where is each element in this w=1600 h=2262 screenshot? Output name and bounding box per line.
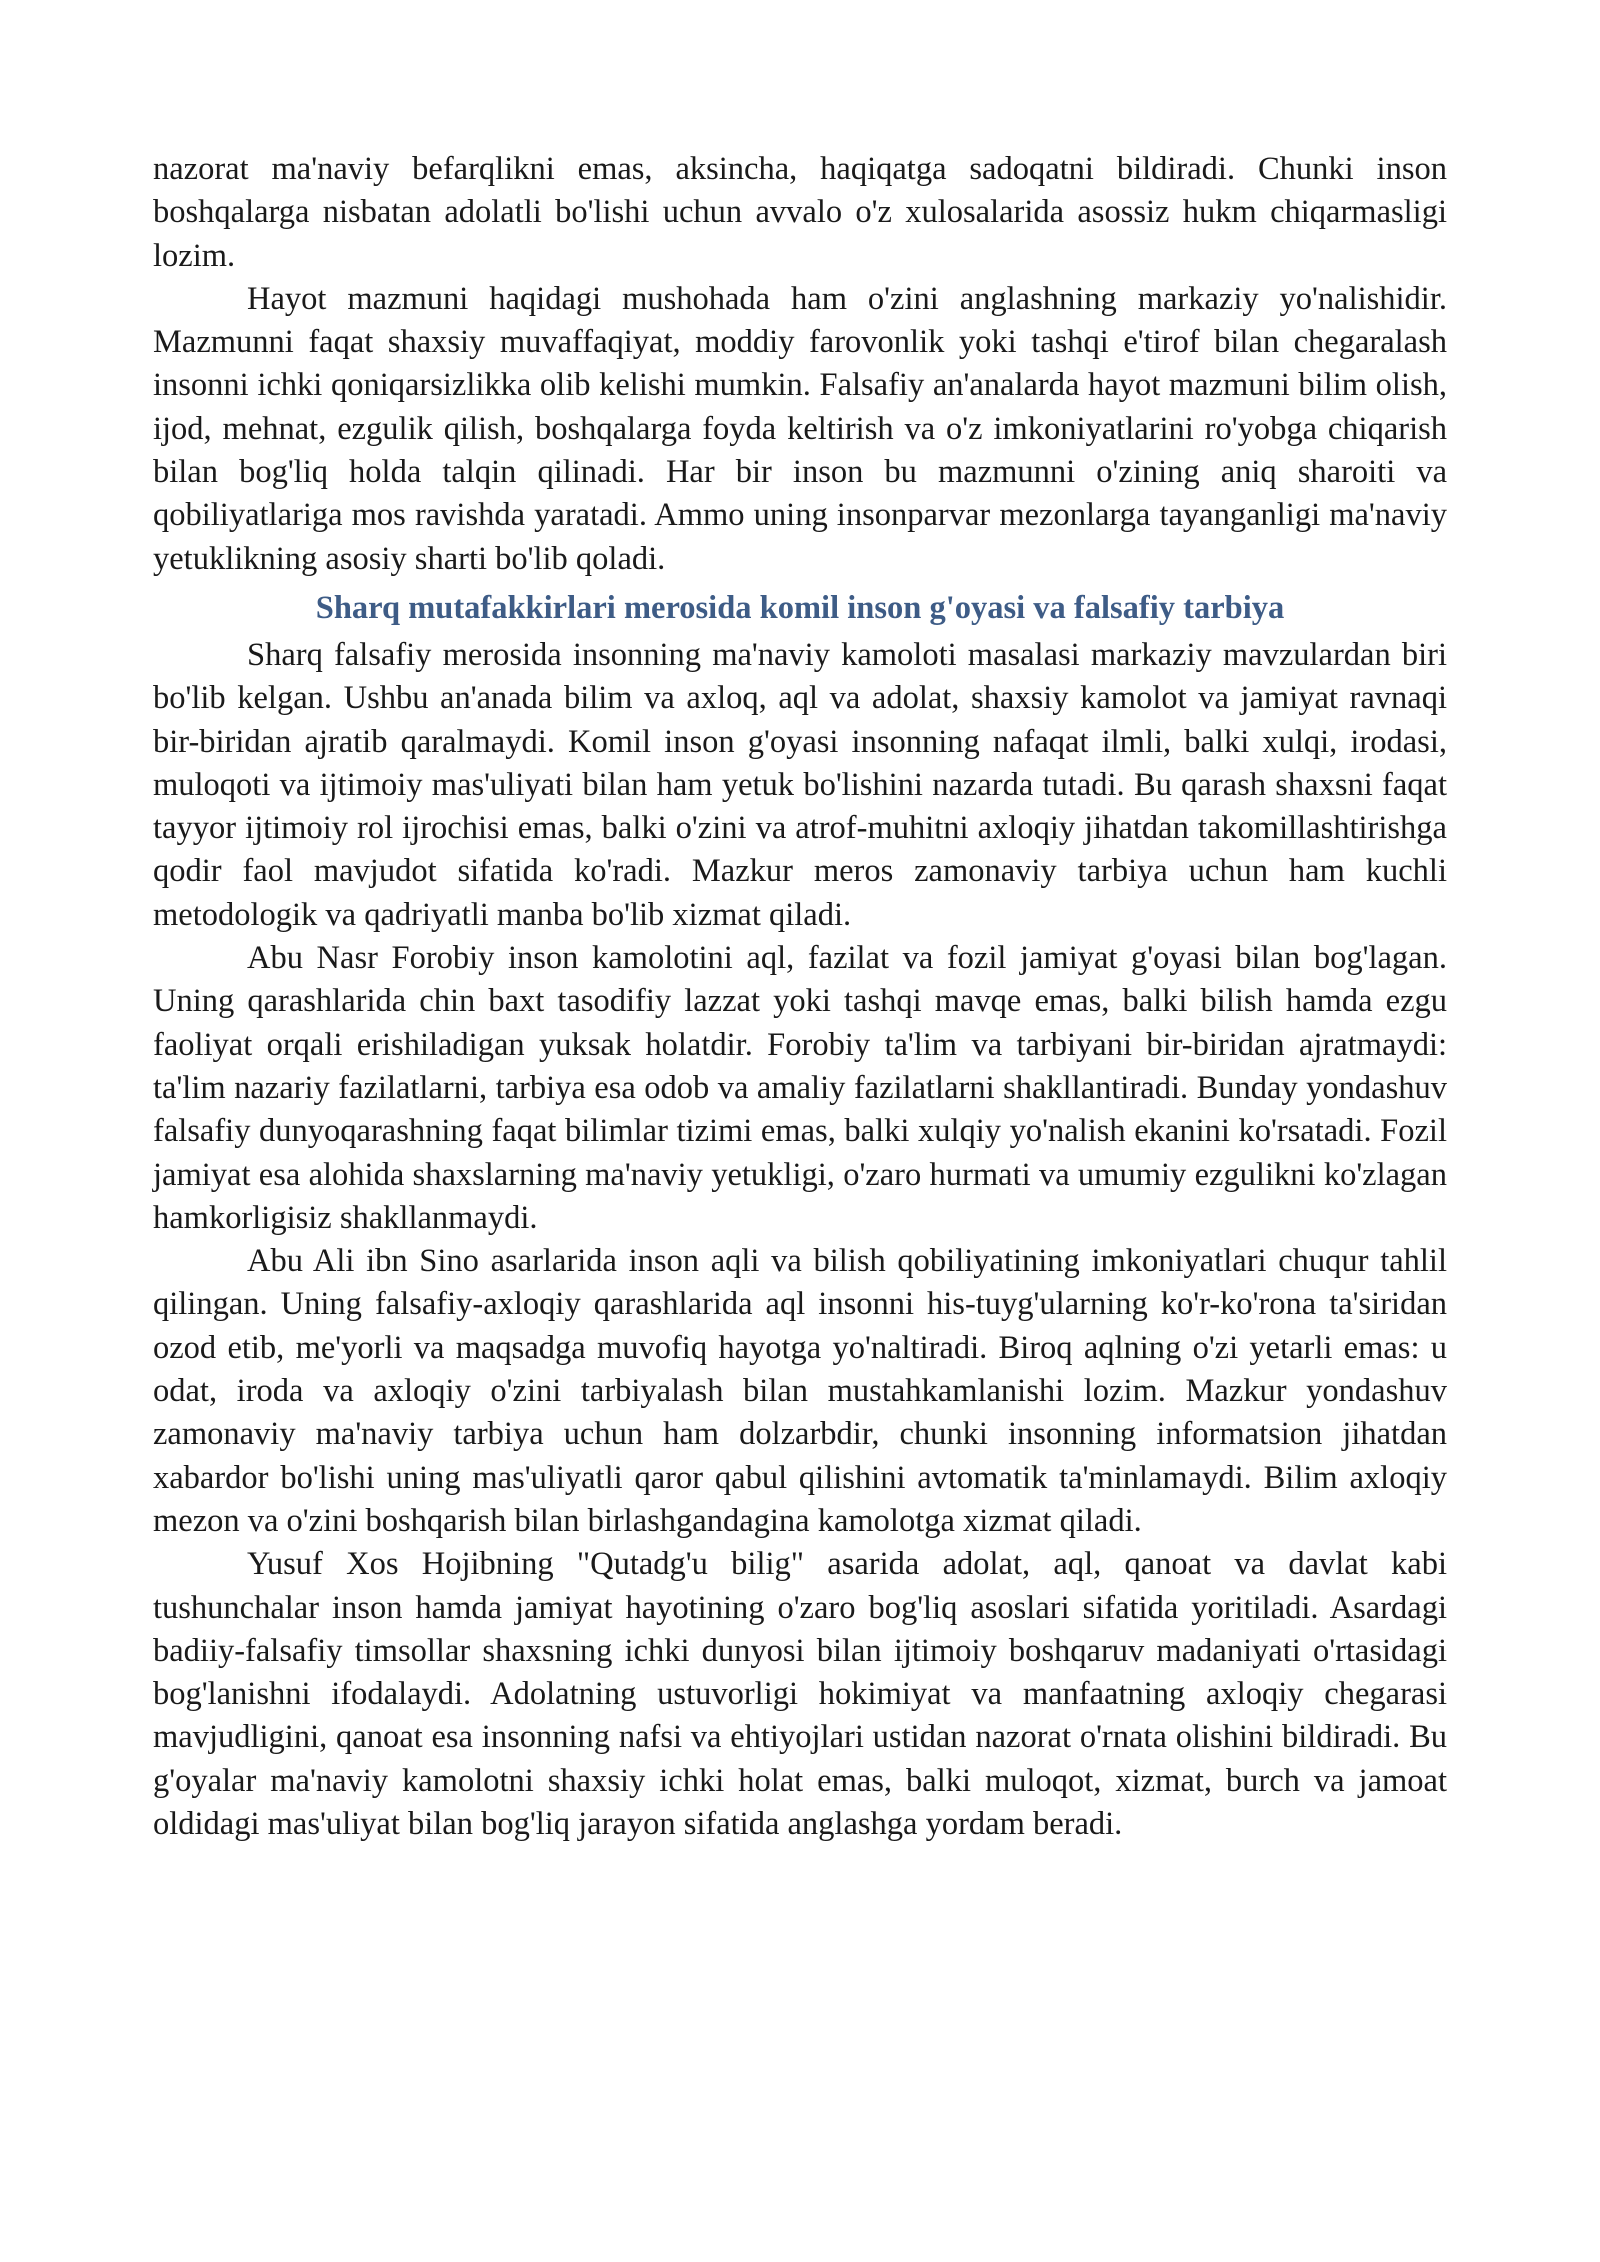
paragraph-yusuf-xos-hojib: Yusuf Xos Hojibning "Qutadg'u bilig" asarida adolat, aql, qanoat va davlat kabi tushunchalar inson hamda jamiyat hayotining o'zaro bog'liq asoslari sifatida yoritiladi. Asardagi badiiy-falsafiy timsollar shaxsning ichki dunyosi bilan ijtimoiy boshqaruv madaniyati o'rtasidagi bog'lanishni ifodalaydi. Adolatning ustuvorligi hokimiyat va manfaatning axloqiy chegarasi mavjudligini, qanoat esa insonning nafsi va ehtiyojlari ustidan nazorat o'rnata olishini bildiradi. Bu g'oyalar ma'naviy kamolotni shaxsiy ichki holat emas, balki muloqot, xizmat, burch va jamoat oldidagi mas'uliyat bilan bog'liq jarayon sifatida anglashga yordam beradi. xyxy=(153,1546,1447,1842)
section-heading: Sharq mutafakkirlari merosida komil inson g'oyasi va falsafiy tarbiya xyxy=(315,589,1285,626)
document-body xyxy=(153,148,1447,1846)
paragraph-farabi: Abu Nasr Forobiy inson kamolotini aql, fazilat va fozil jamiyat g'oyasi bilan bog'lagan. Uning qarashlarida chin baxt tasodifiy lazzat yoki tashqi mavqe emas, balki bilish hamda ezgu faoliyat orqali erishiladigan yuksak holatdir. Forobiy ta'lim va tarbiyani bir-biridan ajratmaydi: ta'lim nazariy fazilatlarni, tarbiya esa odob va amaliy fazilatlarni shakllantiradi. Bunday yondashuv falsafiy dunyoqarashning faqat bilimlar tizimi emas, balki xulqiy yo'nalish ekanini ko'rsatadi. Fozil jamiyat esa alohida shaxslarning ma'naviy yetukligi, o'zaro hurmati va umumiy ezgulikni ko'zlagan hamkorligisiz shakllanmaydi. xyxy=(153,940,1447,1236)
paragraph-life-meaning: Hayot mazmuni haqidagi mushohada ham o'zini anglashning markaziy yo'nalishidir. Mazmunni faqat shaxsiy muvaffaqiyat, moddiy farovonlik yoki tashqi e'tirof bilan chegaralash insonni ichki qoniqarsizlikka olib kelishi mumkin. Falsafiy an'analarda hayot mazmuni bilim olish, ijod, mehnat, ezgulik qilish, boshqalarga foyda keltirish va o'z imkoniyatlarini ro'yobga chiqarish bilan bog'liq holda talqin qilinadi. Har bir inson bu mazmunni o'zining aniq sharoiti va qobiliyatlariga mos ravishda yaratadi. Ammo uning insonparvar mezonlarga tayanganligi ma'naviy yetuklikning asosiy sharti bo'lib qoladi. xyxy=(153,280,1447,577)
paragraph-eastern-heritage: Sharq falsafiy merosida insonning ma'naviy kamoloti masalasi markaziy mavzulardan biri bo'lib kelgan. Ushbu an'anada bilim va axloq, aql va adolat, shaxsiy kamolot va jamiyat ravnaqi bir-biridan ajratib qaralmaydi. Komil inson g'oyasi insonning nafaqat ilmli, balki xulqi, irodasi, muloqoti va ijtimoiy mas'uliyati bilan ham yetuk bo'lishini nazarda tutadi. Bu qarash shaxsni faqat tayyor ijtimoiy rol ijrochisi emas, balki o'zini va atrof-muhitni axloqiy jihatdan takomillashtirishga qodir faol mavjudot sifatida ko'radi. Mazkur meros zamonaviy tarbiya uchun ham kuchli metodologik va qadriyatli manba bo'lib xizmat qiladi. xyxy=(153,636,1447,933)
paragraph-continuation: nazorat ma'naviy befarqlikni emas, aksincha, haqiqatga sadoqatni bildiradi. Chunki inson boshqalarga nisbatan adolatli bo'lishi uchun avvalo o'z xulosalarida asossiz hukm chiqarmasligi lozim. xyxy=(153,151,1447,274)
paragraph-ibn-sino: Abu Ali ibn Sino asarlarida inson aqli va bilish qobiliyatining imkoniyatlari chuqur tahlil qilingan. Uning falsafiy-axloqiy qarashlarida aql insonni his-tuyg'ularning ko'r-ko'rona ta'siridan ozod etib, me'yorli va maqsadga muvofiq hayotga yo'naltiradi. Biroq aqlning o'zi yetarli emas: u odat, iroda va axloqiy o'zini tarbiyalash bilan mustahkamlanishi lozim. Mazkur yondashuv zamonaviy ma'naviy tarbiya uchun ham dolzarbdir, chunki insonning informatsion jihatdan xabardor bo'lishi uning mas'uliyatli qaror qabul qilishini avtomatik ta'minlamaydi. Bilim axloqiy mezon va o'zini boshqarish bilan birlashgandagina kamolotga xizmat qiladi. xyxy=(153,1243,1447,1539)
